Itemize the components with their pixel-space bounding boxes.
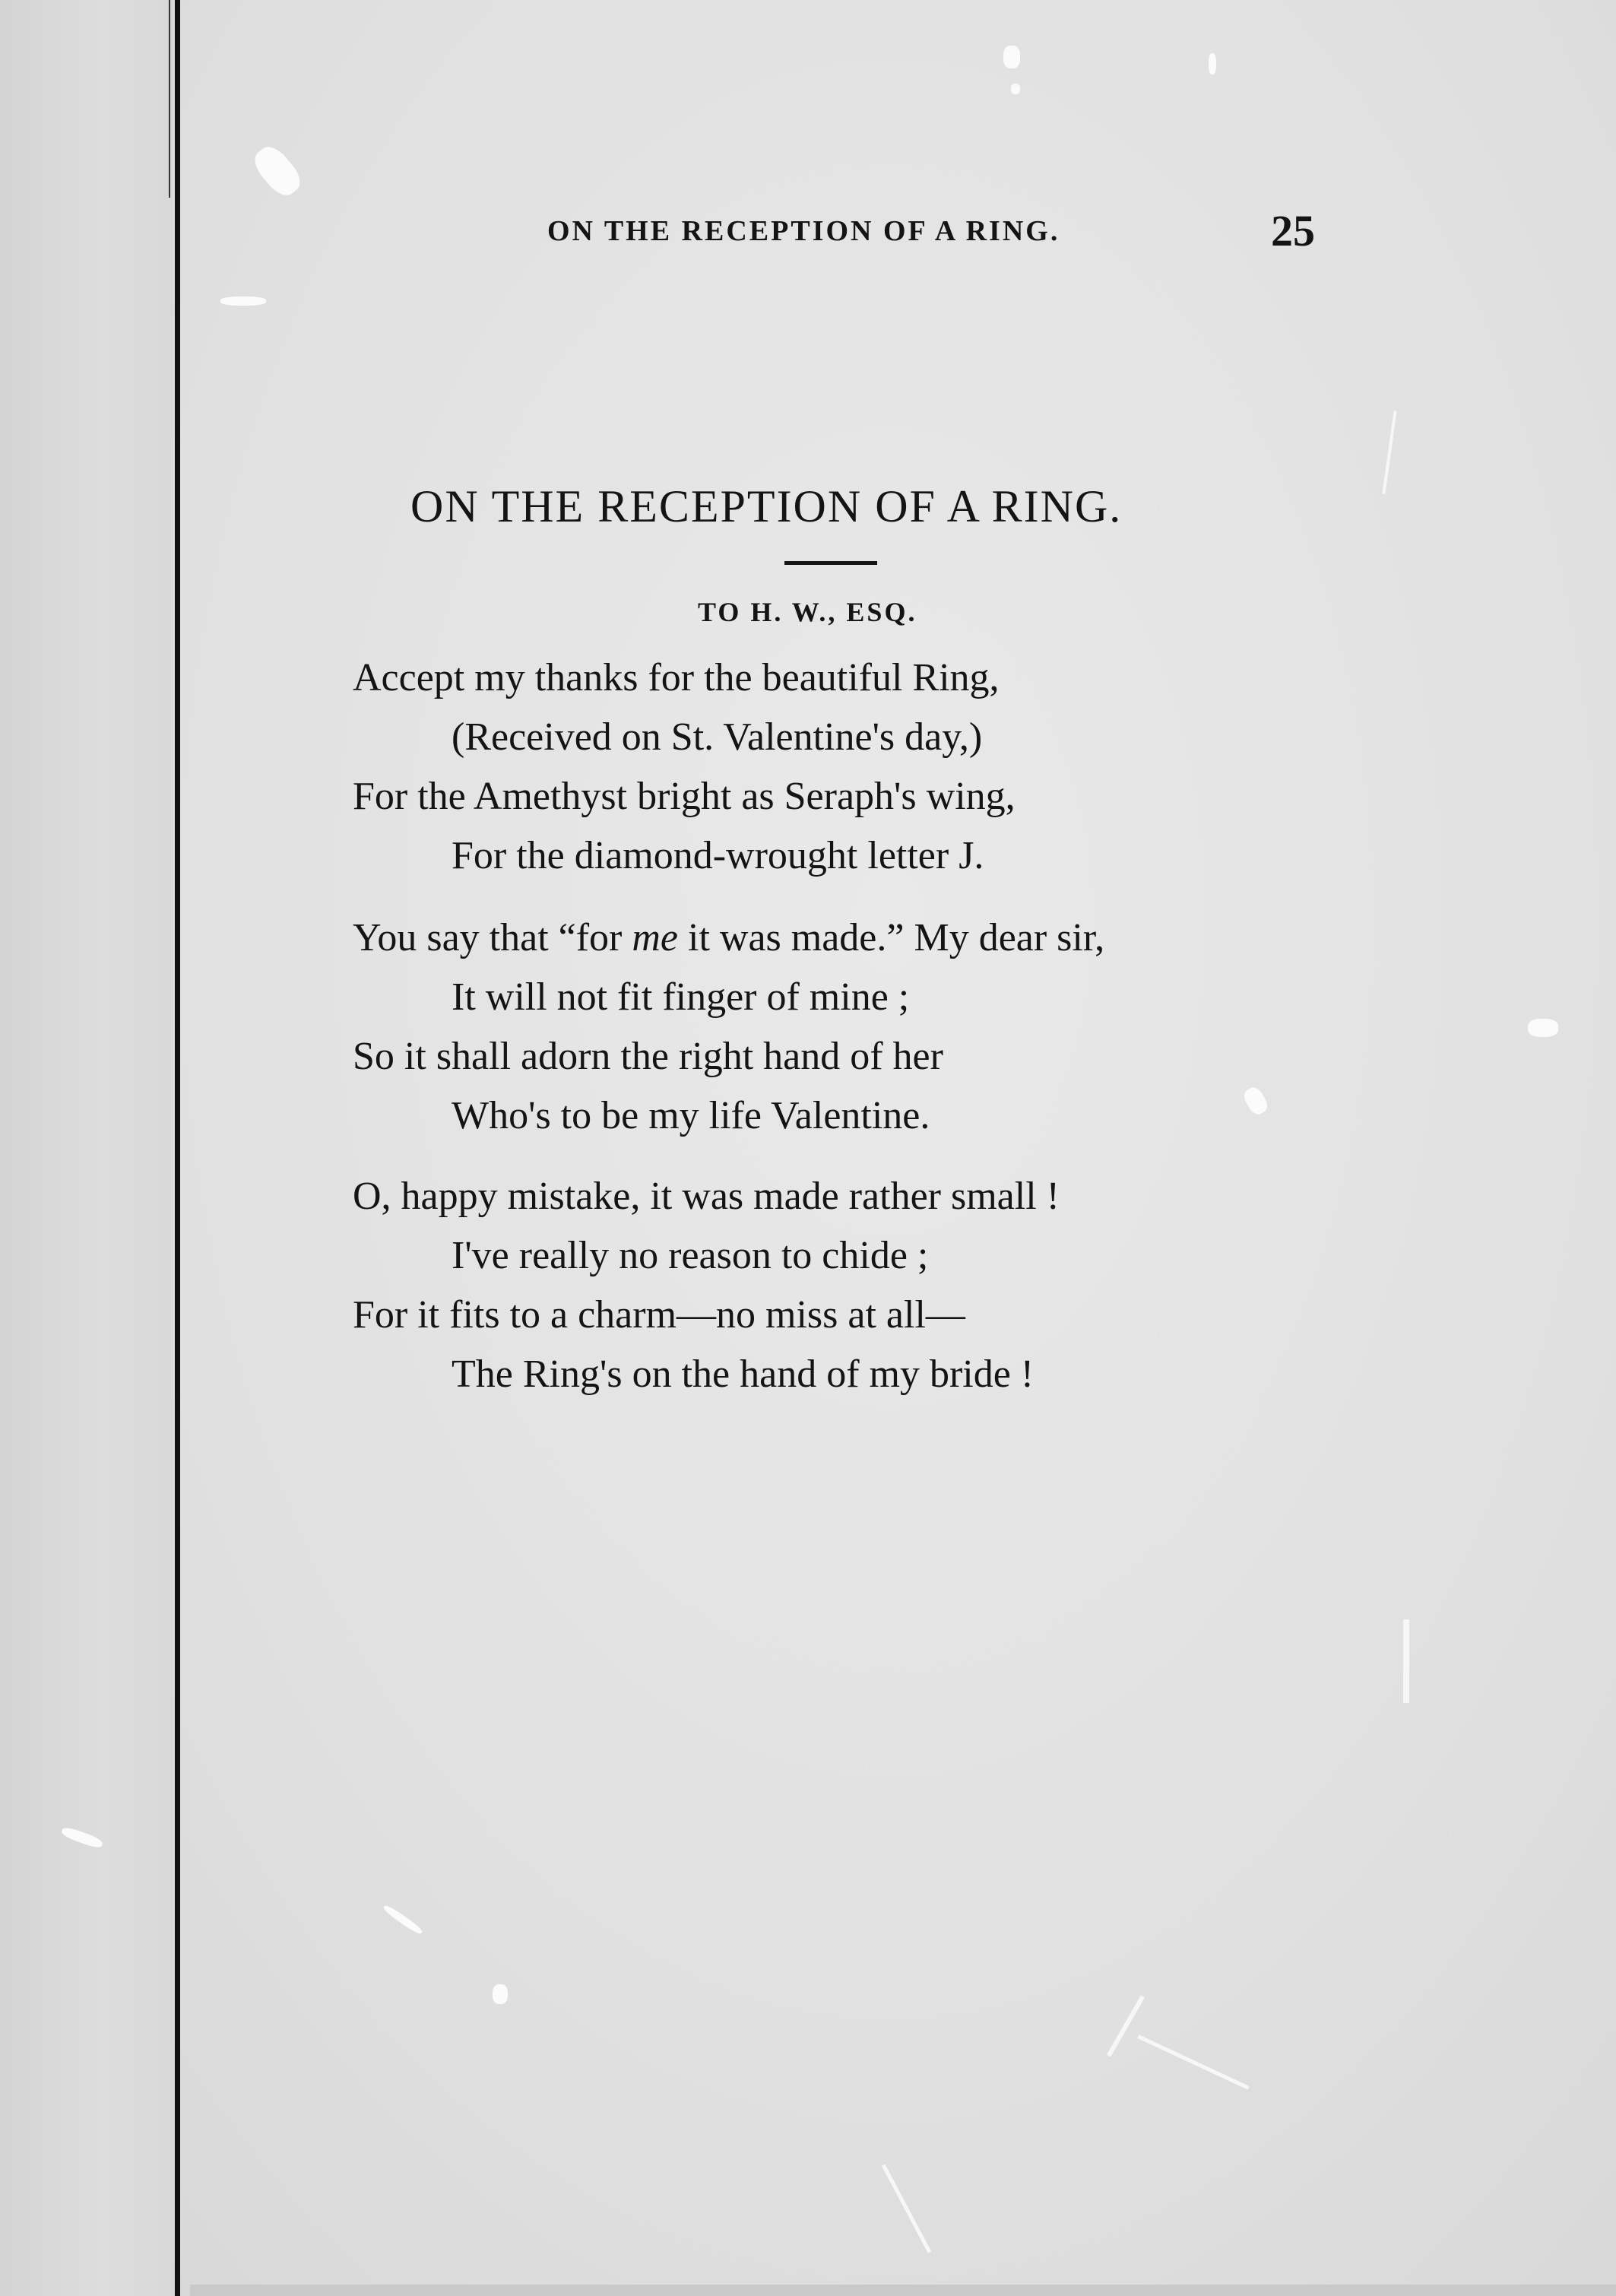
poem-dedication: TO H. W., ESQ. (698, 597, 917, 627)
scan-speck (1528, 1019, 1558, 1037)
scan-speck (382, 1904, 424, 1936)
scan-scratch (1137, 2034, 1249, 2089)
verse-emphasis: me (632, 916, 678, 959)
title-rule (784, 561, 877, 565)
scan-speck (493, 1984, 508, 2004)
verse-segment: it was made.” My dear sir, (678, 916, 1105, 959)
binding-edge (169, 0, 170, 198)
scan-speck (1011, 84, 1020, 94)
verse-line: The Ring's on the hand of my bride ! (452, 1353, 1035, 1396)
verse-line: O, happy mistake, it was made rather small ! (353, 1175, 1060, 1218)
scan-scratch (1403, 1619, 1409, 1703)
verse-segment: You say that “for (353, 916, 632, 959)
page-bottom-edge (190, 2285, 1616, 2296)
page-number: 25 (1271, 206, 1315, 255)
scan-speck (1241, 1084, 1271, 1117)
verse-line: So it shall adorn the right hand of her (353, 1035, 943, 1078)
scan-scratch (1107, 1996, 1145, 2057)
scan-speck (1003, 46, 1020, 68)
verse-line: Who's to be my life Valentine. (452, 1094, 930, 1137)
gutter-margin (0, 0, 173, 2296)
verse-line: For the diamond-wrought letter J. (452, 834, 984, 877)
verse-line (353, 915, 1104, 960)
poem-title: ON THE RECEPTION OF A RING. (410, 481, 1123, 531)
binding-line (175, 0, 180, 2296)
verse-line: (Received on St. Valentine's day,) (452, 715, 983, 759)
verse-line: For the Amethyst bright as Seraph's wing, (353, 775, 1016, 818)
verse-line: It will not fit finger of mine ; (452, 975, 910, 1019)
verse-line: For it fits to a charm—no miss at all— (353, 1293, 965, 1337)
scan-speck (249, 141, 306, 201)
verse-line: I've really no reason to chide ; (452, 1234, 929, 1277)
verse-line: Accept my thanks for the beautiful Ring, (353, 656, 1000, 699)
scan-scratch (882, 2164, 931, 2253)
scan-speck (1209, 53, 1216, 75)
running-head: ON THE RECEPTION OF A RING. (547, 215, 1060, 247)
scan-scratch (1382, 411, 1396, 493)
scan-speck (220, 297, 266, 306)
